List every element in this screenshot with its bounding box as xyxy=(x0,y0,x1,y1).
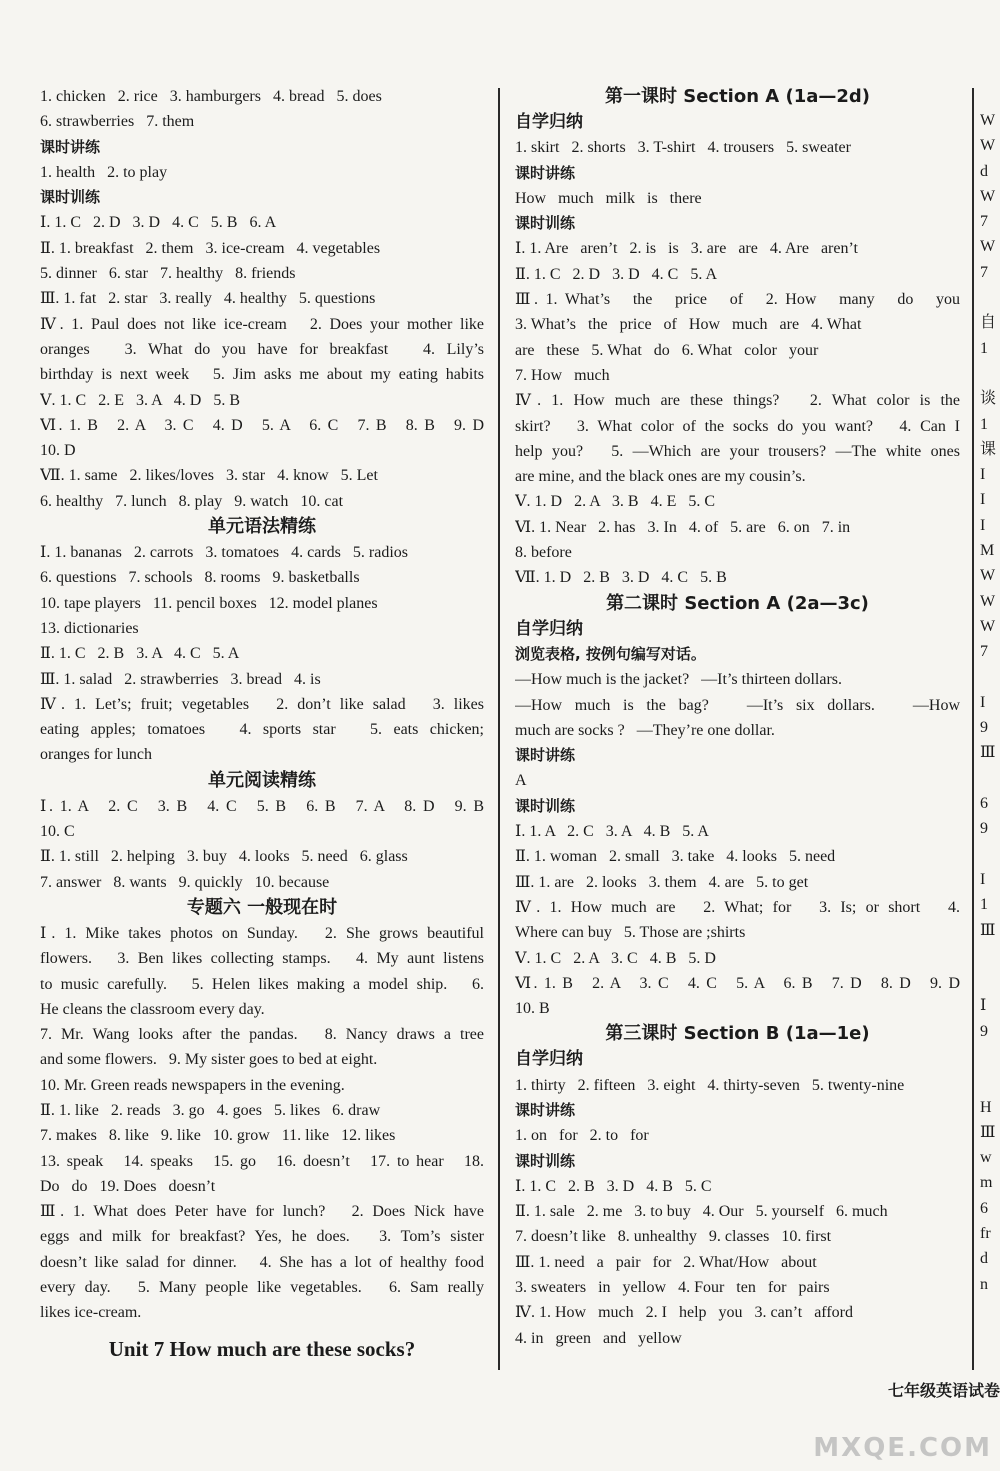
cropped-text-fragment: 1 xyxy=(980,415,988,433)
cropped-text-fragment: W xyxy=(980,238,996,256)
page-footer: 七年级英语试卷 xyxy=(887,1381,1000,1400)
cropped-text-fragment: w xyxy=(980,1149,992,1167)
answer-line: skirt? 3. What color of the socks do you want? 4. Can I xyxy=(515,417,960,435)
cropped-text-fragment xyxy=(980,943,1000,968)
answer-line: Ⅳ. 1. How much 2. I help you 3. can’t afford xyxy=(515,1304,853,1322)
answer-line: 6. healthy 7. lunch 8. play 9. watch 10. cat xyxy=(40,492,344,510)
cropped-text-fragment: Ⅰ xyxy=(980,997,987,1015)
answer-line: 1. on for 2. to for xyxy=(515,1127,649,1145)
answer-line: Ⅵ. 1. Near 2. has 3. In 4. of 5. are 6. on 7. in xyxy=(515,518,851,536)
cropped-text-fragment: d xyxy=(980,162,988,180)
answer-line: He cleans the classroom every day. xyxy=(40,1000,265,1018)
answer-line: are mine, and the black ones are my cousin’s. xyxy=(515,468,806,486)
cropped-text-fragment: W xyxy=(980,137,996,155)
answer-line: Ⅰ. 1. C 2. D 3. D 4. C 5. B 6. A xyxy=(40,214,277,232)
section-label: 课时讲练 xyxy=(515,1100,576,1119)
cropped-text-fragment: 自 xyxy=(980,314,997,332)
answer-line: 13. dictionaries xyxy=(40,619,139,637)
answer-line: Ⅰ. 1. C 2. B 3. D 4. B 5. C xyxy=(515,1177,712,1195)
section-heading: 单元语法精练 xyxy=(208,516,316,538)
cropped-text-fragment xyxy=(980,1044,1000,1069)
cropped-text-fragment: 课 xyxy=(980,440,997,458)
answer-line: Ⅱ. 1. still 2. helping 3. buy 4. looks 5. need 6. glass xyxy=(40,848,408,866)
answer-line: Ⅱ. 1. C 2. D 3. D 4. C 5. A xyxy=(515,265,717,283)
left-column xyxy=(40,84,484,1366)
cropped-text-fragment: 1 xyxy=(980,339,988,357)
answer-line: eggs and milk for breakfast? Yes, he does. 3. Tom’s sister xyxy=(40,1228,484,1246)
answer-line: 3. sweaters in yellow 4. Four ten for pairs xyxy=(515,1279,830,1297)
answer-line: 10. B xyxy=(515,1000,550,1018)
answer-line: 10. D xyxy=(40,442,76,460)
answer-line: help you? 5. —Which are your trousers? —The white ones xyxy=(515,442,960,460)
answer-line: Ⅱ. 1. like 2. reads 3. go 4. goes 5. likes 6. draw xyxy=(40,1101,381,1119)
cropped-text-fragment: W xyxy=(980,617,996,635)
section-label: 课时训练 xyxy=(40,188,101,207)
answer-line: 6. strawberries 7. them xyxy=(40,113,195,131)
answer-line: are these 5. What do 6. What color your xyxy=(515,341,819,359)
answer-line: much are socks ? —They’re one dollar. xyxy=(515,721,775,739)
cropped-text-fragment: W xyxy=(980,112,996,129)
answer-line: Ⅳ. 1. How much are these things? 2. What color is the xyxy=(515,392,960,410)
cropped-text-fragment: I xyxy=(980,870,986,888)
section-label: 自学归纳 xyxy=(515,112,583,132)
answer-line: 5. dinner 6. star 7. healthy 8. friends xyxy=(40,265,296,283)
answer-line: 10. Mr. Green reads newspapers in the evening. xyxy=(40,1076,345,1094)
answer-line: Ⅰ. 1. Are aren’t 2. is is 3. are are 4. Are aren’t xyxy=(515,240,858,258)
answer-line: Ⅴ. 1. D 2. A 3. B 4. E 5. C xyxy=(515,493,716,511)
cropped-text-fragment: I xyxy=(980,491,986,509)
cropped-text-fragment: 6 xyxy=(980,1199,988,1217)
answer-line: 7. makes 8. like 9. like 10. grow 11. like 12. likes xyxy=(40,1127,396,1145)
section-label: 课时训练 xyxy=(515,214,576,233)
answer-line: Ⅱ. 1. breakfast 2. them 3. ice-cream 4. vegetables xyxy=(40,239,381,257)
answer-line: Ⅵ. 1. B 2. A 3. C 4. C 5. A 6. B 7. D 8. D 9. D xyxy=(515,974,960,992)
middle-column xyxy=(515,84,960,1351)
cropped-text-fragment: I xyxy=(980,466,986,484)
cropped-text-fragment: 7 xyxy=(980,643,988,661)
cropped-text-fragment xyxy=(980,968,1000,993)
unit-title: Unit 7 How much are these socks? xyxy=(108,1336,416,1361)
section-heading: 第三课时 Section B (1a—1e) xyxy=(605,1023,870,1045)
answer-line: flowers. 3. Ben likes collecting stamps. 4. My aunt listens xyxy=(40,950,484,968)
answer-line: Ⅰ. 1. Mike takes photos on Sunday. 2. She grows beautiful xyxy=(40,924,484,942)
cropped-text-fragment: d xyxy=(980,1250,988,1268)
cropped-text-fragment: W xyxy=(980,567,996,585)
answer-line: Ⅰ. 1. bananas 2. carrots 3. tomatoes 4. cards 5. radios xyxy=(40,544,409,562)
cropped-text-fragment: Ⅲ xyxy=(980,921,996,939)
answer-line: Ⅲ. 1. What’s the price of 2. How many do you xyxy=(515,291,960,309)
answer-line: Ⅳ. 1. How much are 2. What; for 3. Is; or short 4. xyxy=(515,898,960,916)
column-divider-left xyxy=(498,88,500,1370)
cropped-text-fragment: H xyxy=(980,1098,992,1116)
section-label: 课时讲练 xyxy=(515,163,576,182)
cropped-text-fragment: 7 xyxy=(980,213,988,231)
answer-line: Ⅴ. 1. C 2. E 3. A 4. D 5. B xyxy=(40,391,241,409)
answer-line: Ⅰ. 1. A 2. C 3. B 4. C 5. B 6. B 7. A 8. D 9. B xyxy=(40,797,484,815)
answer-line: Ⅱ. 1. woman 2. small 3. take 4. looks 5. need xyxy=(515,848,836,866)
section-label: 课时训练 xyxy=(515,796,576,815)
answer-line: doesn’t like salad for dinner. 4. She has a lot of healthy food xyxy=(40,1253,484,1271)
answer-line: 10. C xyxy=(40,823,75,841)
section-label: 课时讲练 xyxy=(515,746,576,765)
cropped-text-fragment xyxy=(980,766,1000,791)
cropped-text-fragment xyxy=(980,665,1000,690)
answer-line: birthday is next week 5. Jim asks me about my eating habits xyxy=(40,366,484,384)
section-heading: 专题六 一般现在时 xyxy=(186,896,338,918)
watermark-logo: MXQE.COM xyxy=(813,1433,992,1463)
answer-line: Ⅳ. 1. Paul does not like ice-cream 2. Does your mother like xyxy=(40,315,484,333)
cropped-text-fragment xyxy=(980,1069,1000,1094)
section-label: 浏览表格, 按例句编写对话。 xyxy=(515,644,706,663)
cropped-text-fragment: 9 xyxy=(980,719,988,737)
cropped-text-fragment: Ⅲ xyxy=(980,744,996,762)
cropped-text-fragment: 谈 xyxy=(980,390,997,408)
cropped-text-fragment: W xyxy=(980,592,996,610)
answer-line: 3. What’s the price of How much are 4. What xyxy=(515,316,862,334)
cropped-text-fragment: fr xyxy=(980,1225,991,1243)
answer-line: Do do 19. Does doesn’t xyxy=(40,1177,216,1195)
column-divider-right xyxy=(972,88,974,1370)
cropped-text-fragment: M xyxy=(980,542,995,560)
cropped-text-fragment: W xyxy=(980,187,996,205)
section-heading: 第一课时 Section A (1a—2d) xyxy=(604,86,871,107)
cropped-text-fragment xyxy=(980,361,1000,386)
answer-line: 13. speak 14. speaks 15. go 16. doesn’t 17. to hear 18. xyxy=(40,1152,484,1170)
answer-line: Ⅶ. 1. same 2. likes/loves 3. star 4. know 5. Let xyxy=(40,467,378,485)
section-label: 课时训练 xyxy=(515,1151,576,1170)
answer-line: eating apples; tomatoes 4. sports star 5. eats chicken; xyxy=(40,721,484,739)
answer-line: 1. thirty 2. fifteen 3. eight 4. thirty-seven 5. twenty-nine xyxy=(515,1076,905,1094)
answer-line: Ⅶ. 1. D 2. B 3. D 4. C 5. B xyxy=(515,569,727,587)
answer-line: Ⅲ. 1. fat 2. star 3. really 4. healthy 5. questions xyxy=(40,290,376,308)
answer-line: 1. skirt 2. shorts 3. T-shirt 4. trousers 5. sweater xyxy=(515,139,851,157)
answer-line: every day. 5. Many people like vegetables. 6. Sam really xyxy=(40,1279,484,1297)
answer-line: Ⅴ. 1. C 2. A 3. C 4. B 5. D xyxy=(515,949,716,967)
answer-line: Ⅲ. 1. salad 2. strawberries 3. bread 4. is xyxy=(40,670,321,688)
answer-line: Ⅵ. 1. B 2. A 3. C 4. D 5. A 6. C 7. B 8. B 9. D xyxy=(40,416,484,434)
cropped-text-fragment: n xyxy=(980,1275,988,1293)
cropped-text-fragment: I xyxy=(980,693,986,711)
section-heading: 单元阅读精练 xyxy=(208,769,316,791)
answer-line: Ⅱ. 1. C 2. B 3. A 4. C 5. A xyxy=(40,645,240,663)
answer-line: 10. tape players 11. pencil boxes 12. model planes xyxy=(40,594,378,612)
cropped-text-fragment: 1 xyxy=(980,896,988,914)
cropped-text-fragment: Ⅲ xyxy=(980,1123,996,1141)
answer-line: 7. answer 8. wants 9. quickly 10. because xyxy=(40,873,330,891)
cropped-text-fragment xyxy=(980,285,1000,310)
answer-line: oranges for lunch xyxy=(40,746,152,764)
answer-line: Ⅲ. 1. need a pair for 2. What/How about xyxy=(515,1253,817,1271)
right-column-fragment xyxy=(980,108,1000,1297)
answer-line: and some flowers. 9. My sister goes to bed at eight. xyxy=(40,1051,378,1069)
cropped-text-fragment: I xyxy=(980,516,986,534)
answer-line: 1. chicken 2. rice 3. hamburgers 4. bread 5. does xyxy=(40,88,382,105)
cropped-text-fragment: 9 xyxy=(980,820,988,838)
cropped-text-fragment xyxy=(980,842,1000,867)
answer-line: oranges 3. What do you have for breakfast 4. Lily’s xyxy=(40,340,484,358)
answer-line: A xyxy=(515,772,527,790)
answer-line: 6. questions 7. schools 8. rooms 9. basketballs xyxy=(40,569,360,587)
cropped-text-fragment: 7 xyxy=(980,263,988,281)
answer-line: 7. doesn’t like 8. unhealthy 9. classes 10. first xyxy=(515,1228,832,1246)
answer-line: —How much is the jacket? —It’s thirteen dollars. xyxy=(515,671,843,689)
answer-line: Ⅲ. 1. are 2. looks 3. them 4. are 5. to get xyxy=(515,873,809,891)
answer-line: —How much is the bag? —It’s six dollars. —How xyxy=(515,696,960,714)
cropped-text-fragment: 6 xyxy=(980,795,988,813)
answer-line: 1. health 2. to play xyxy=(40,163,168,181)
answer-line: to music carefully. 5. Helen likes making a model ship. 6. xyxy=(40,975,484,993)
answer-line: How much milk is there xyxy=(515,189,702,207)
answer-line: Ⅳ. 1. Let’s; fruit; vegetables 2. don’t like salad 3. likes xyxy=(40,695,484,713)
answer-line: Ⅲ. 1. What does Peter have for lunch? 2. Does Nick have xyxy=(40,1203,484,1221)
answer-line: likes ice-cream. xyxy=(40,1304,142,1322)
answer-line: 8. before xyxy=(515,544,572,562)
answer-line: Ⅰ. 1. A 2. C 3. A 4. B 5. A xyxy=(515,823,709,841)
cropped-text-fragment: m xyxy=(980,1174,993,1192)
section-label: 自学归纳 xyxy=(515,618,583,639)
answer-line: 7. Mr. Wang looks after the pandas. 8. Nancy draws a tree xyxy=(40,1026,484,1044)
section-heading: 第二课时 Section A (2a—3c) xyxy=(606,592,869,614)
answer-line: 7. How much xyxy=(515,366,610,384)
cropped-text-fragment: 9 xyxy=(980,1022,988,1040)
answer-line: Ⅱ. 1. sale 2. me 3. to buy 4. Our 5. yourself 6. much xyxy=(515,1203,888,1221)
section-label: 自学归纳 xyxy=(515,1049,583,1070)
section-label: 课时讲练 xyxy=(40,137,101,156)
answer-line: 4. in green and yellow xyxy=(515,1329,682,1347)
answer-line: Where can buy 5. Those are ;shirts xyxy=(515,924,746,942)
